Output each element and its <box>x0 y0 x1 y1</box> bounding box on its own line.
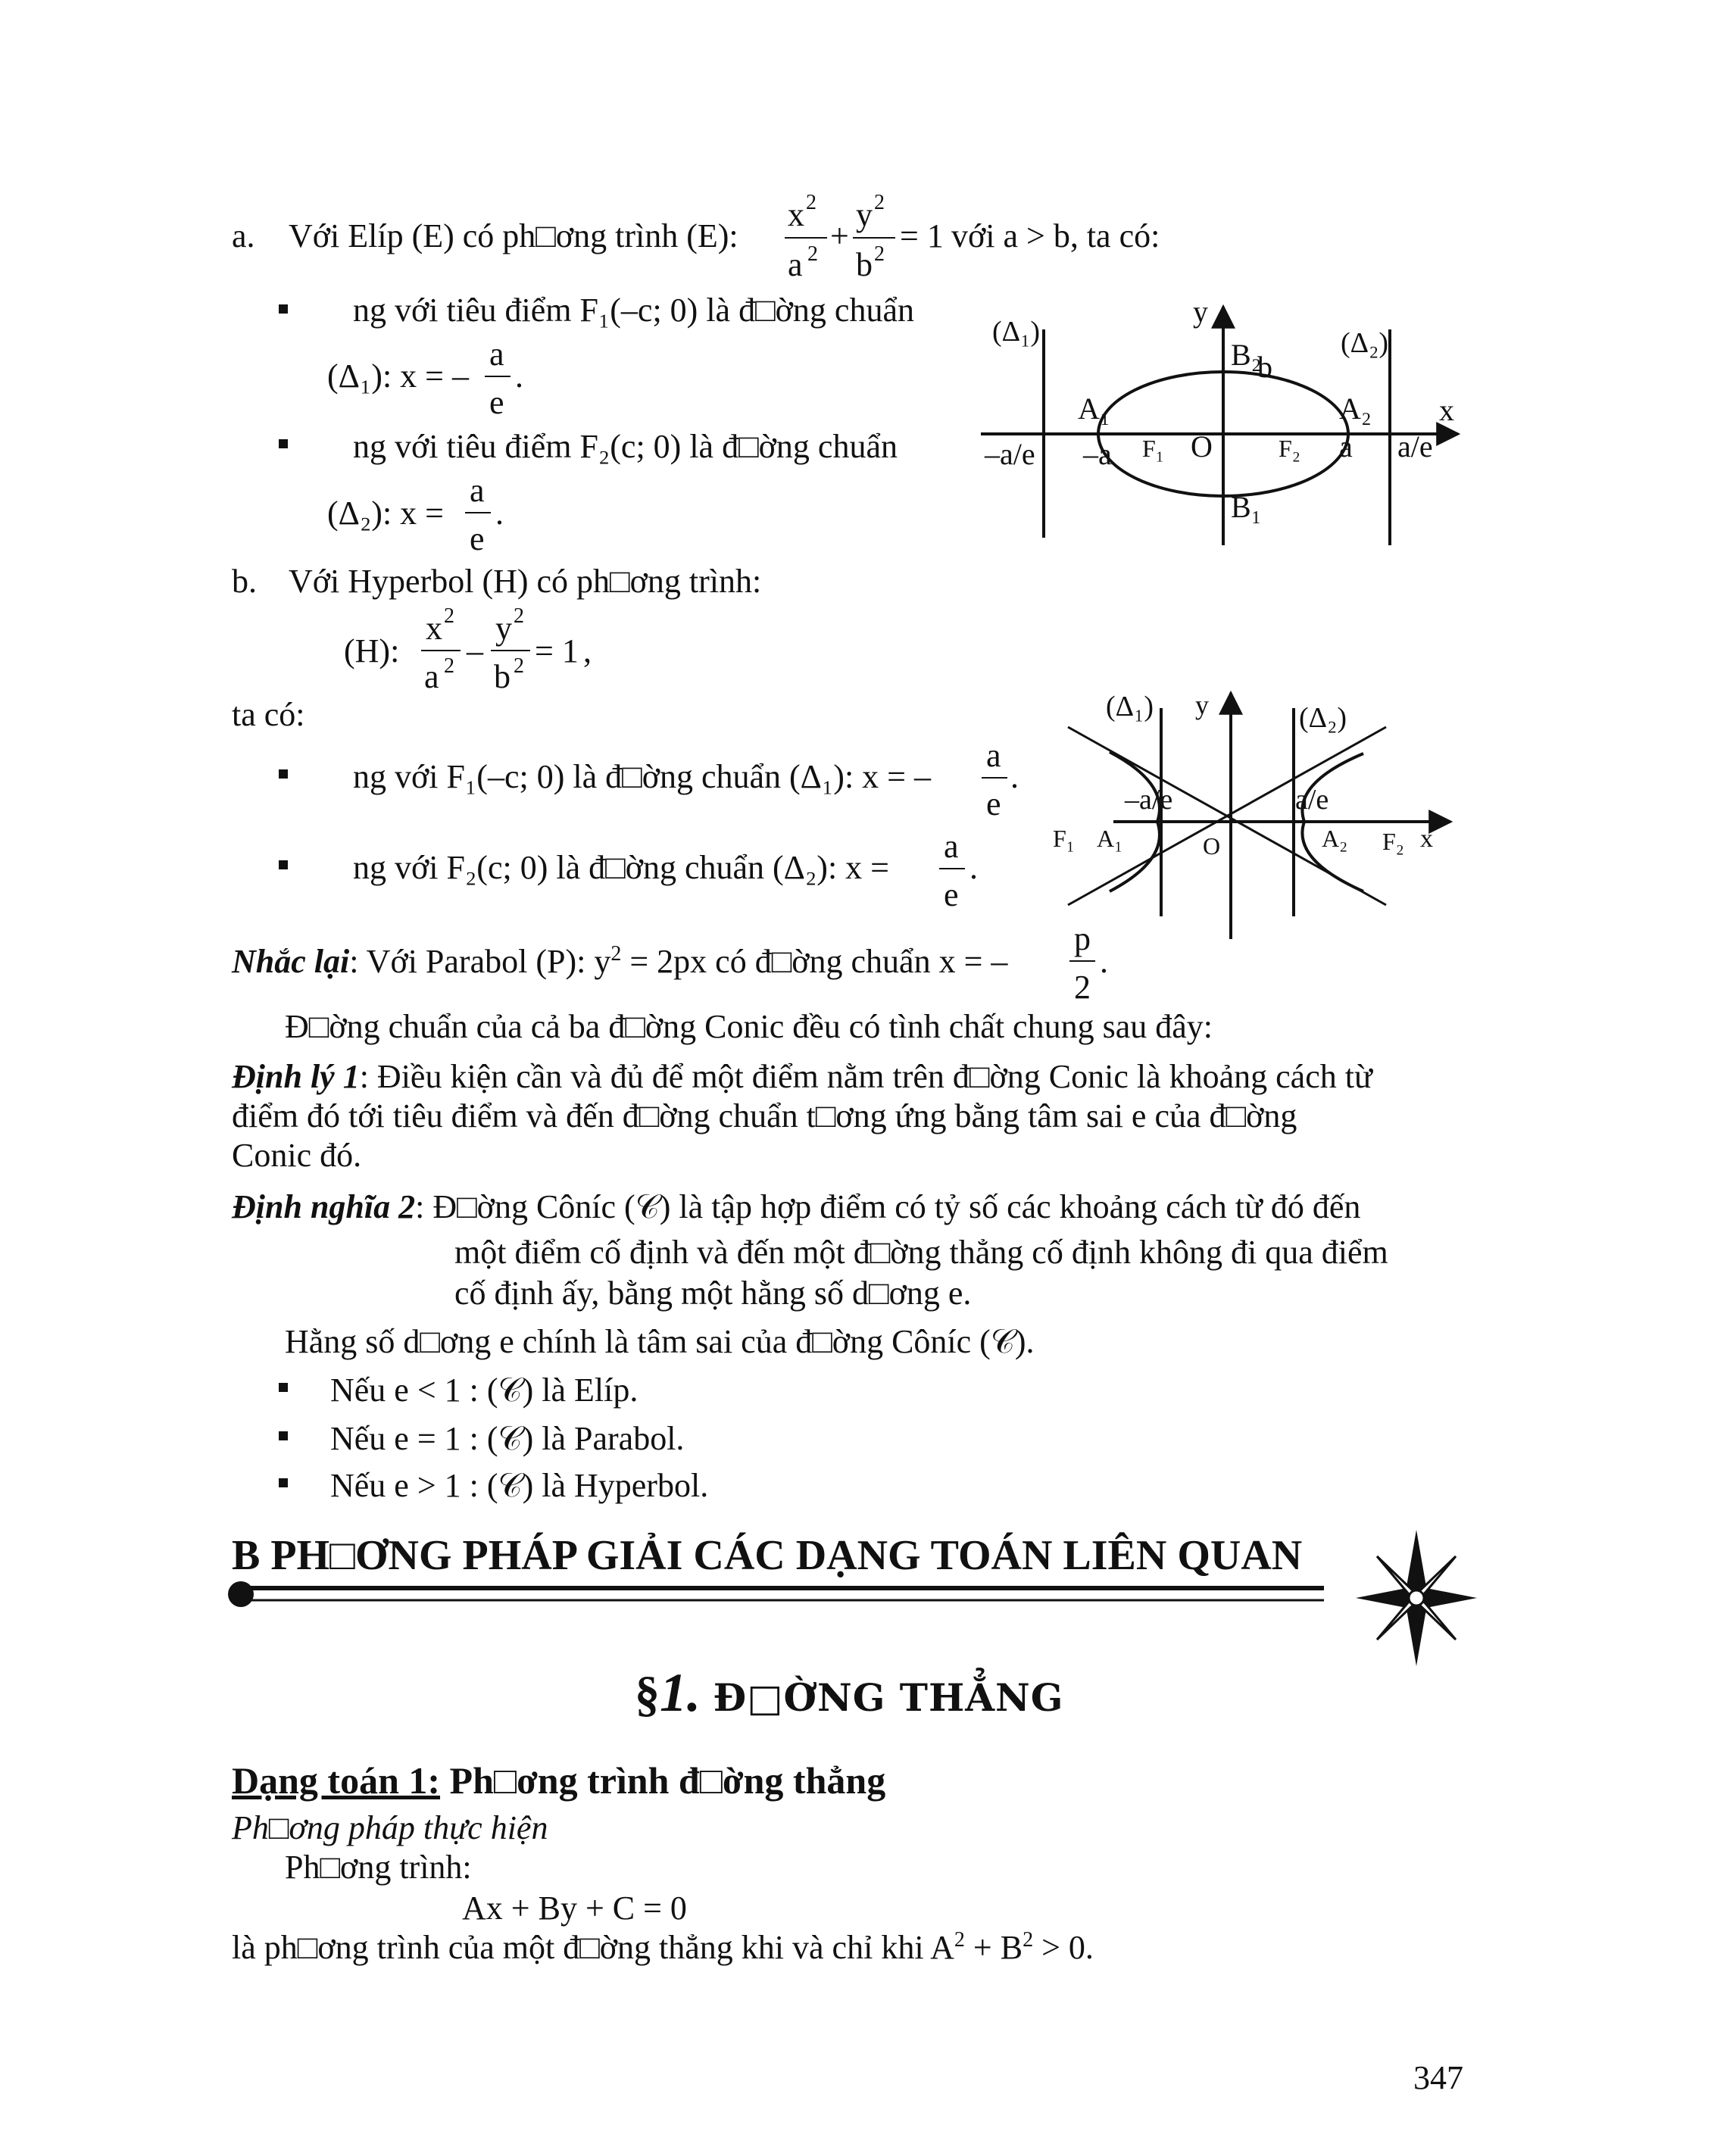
case-hyperbola: Nếu e > 1 : (𝒞) là Hyperbol. <box>330 1467 709 1504</box>
label-d2: (Δ₂) <box>1341 327 1388 359</box>
hyperbola-taco: ta có: <box>232 696 305 733</box>
label-x: x <box>1439 393 1454 427</box>
definition-line-2: một điểm cố định và đến một đ□ờng thẳng cố định không đi qua điểm <box>454 1234 1388 1271</box>
definition-line-3: cố định ấy, bằng một hằng số d□ơng e. <box>454 1275 972 1312</box>
label-O: O <box>1203 832 1221 860</box>
item-b-label: b. <box>232 563 257 600</box>
label-A2: A₂ <box>1339 392 1372 426</box>
label-A1: A₁ <box>1097 825 1123 852</box>
ellipse-intro-text: Với Elíp (E) có ph□ơng trình (E): <box>289 217 738 254</box>
section-1-title: §1. Đ□ỜNG THẲNG <box>635 1662 1064 1723</box>
heading-rule <box>226 1579 1332 1609</box>
bullet <box>279 860 288 869</box>
label-B2: B₂ <box>1231 338 1262 372</box>
problem-type-heading: Dạng toán 1: Ph□ơng trình đ□ờng thẳng <box>232 1759 886 1802</box>
equation-label: Ph□ơng trình: <box>285 1849 472 1886</box>
label-F2: F₂ <box>1279 435 1300 462</box>
ellipse-directrix-1: (Δ₁): x = – <box>327 357 469 395</box>
bullet <box>279 769 288 779</box>
section-b-heading: B PH□ƠNG PHÁP GIẢI CÁC DẠNG TOÁN LIÊN QUAN <box>232 1532 1303 1579</box>
label-B1: B₁ <box>1231 490 1262 524</box>
label-y: y <box>1195 690 1209 720</box>
hyperbola-item-1: ng với F₁(–c; 0) là đ□ờng chuẩn (Δ₁): x = – <box>353 758 931 795</box>
label-mae: –a/e <box>985 437 1035 471</box>
label-ae: a/e <box>1295 784 1329 816</box>
hyperbola-item-2: ng với F₂(c; 0) là đ□ờng chuẩn (Δ₂): x = <box>353 849 889 886</box>
bullet <box>279 1478 288 1487</box>
parabola-line: Nhắc lại: Với Parabol (P): $y^2 = 2px$ có đ□ờng chuẩn x = – <box>232 942 1008 980</box>
theorem-line-2: điểm đó tới tiêu điểm và đến đ□ờng chuẩn t□ơng ứng bằng tâm sai e của đ□ờng <box>232 1097 1297 1134</box>
label-A1: A₁ <box>1078 392 1110 426</box>
label-d2: (Δ₂) <box>1299 702 1347 734</box>
case-parabola: Nếu e = 1 : (𝒞) là Parabol. <box>330 1420 685 1457</box>
theorem-line-1: Định lý 1: Điều kiện cần và đủ để một điểm nằm trên đ□ờng Conic là khoảng cách từ <box>232 1058 1372 1095</box>
ellipse-item-2: ng với tiêu điểm F₂(c; 0) là đ□ờng chuẩn <box>353 428 898 465</box>
common-property: Đ□ờng chuẩn của cả ba đ□ờng Conic đều có tình chất chung sau đây: <box>285 1008 1213 1045</box>
label-d1: (Δ₁) <box>992 316 1040 348</box>
label-ma: –a <box>1083 437 1112 471</box>
bullet <box>279 1383 288 1392</box>
label-A2: A₂ <box>1322 825 1348 852</box>
constant-line: Hằng số d□ơng e chính là tâm sai của đ□ờng Côníc (𝒞). <box>285 1323 1035 1360</box>
item-a-label: a. <box>232 217 255 254</box>
label-F1: F₁ <box>1053 825 1075 852</box>
compass-star-icon <box>1356 1530 1477 1666</box>
label-ae: a/e <box>1397 429 1433 463</box>
label-F1: F₁ <box>1142 435 1164 462</box>
hyperbola-figure <box>1038 685 1469 947</box>
bullet <box>279 304 288 314</box>
ellipse-item-1: ng với tiêu điểm F₁(–c; 0) là đ□ờng chuẩn <box>353 292 914 329</box>
label-d1: (Δ₁) <box>1106 691 1154 722</box>
line-equation: Ax + By + C = 0 <box>462 1890 687 1927</box>
hyperbola-h: (H): <box>344 632 400 669</box>
case-ellipse: Nếu e < 1 : (𝒞) là Elíp. <box>330 1372 639 1409</box>
line-condition: là ph□ơng trình của một đ□ờng thẳng khi và chỉ khi $A^2 + B^2 > 0$. <box>232 1928 1094 1966</box>
bullet <box>279 1431 288 1440</box>
bullet <box>279 439 288 448</box>
method-label: Ph□ơng pháp thực hiện <box>232 1809 548 1846</box>
page-number: 347 <box>1413 2059 1463 2096</box>
label-x: x <box>1420 825 1433 853</box>
definition-line-1: Định nghĩa 2: Đ□ờng Côníc (𝒞) là tập hợp điểm có tỷ số các khoảng cách từ đó đến <box>232 1188 1361 1225</box>
label-b: b <box>1257 350 1272 384</box>
label-F2: F₂ <box>1382 828 1404 855</box>
ellipse-directrix-2: (Δ₂): x = <box>327 495 444 532</box>
label-y: y <box>1193 295 1208 329</box>
label-a: a <box>1339 429 1353 463</box>
hyperbola-intro-text: Với Hyperbol (H) có ph□ơng trình: <box>289 563 762 600</box>
label-mae: –a/e <box>1125 784 1173 816</box>
ellipse-figure <box>977 295 1469 553</box>
theorem-line-3: Conic đó. <box>232 1137 362 1174</box>
ellipse-intro-tail: với a > b, ta có: <box>951 217 1160 254</box>
label-O: O <box>1191 429 1213 463</box>
